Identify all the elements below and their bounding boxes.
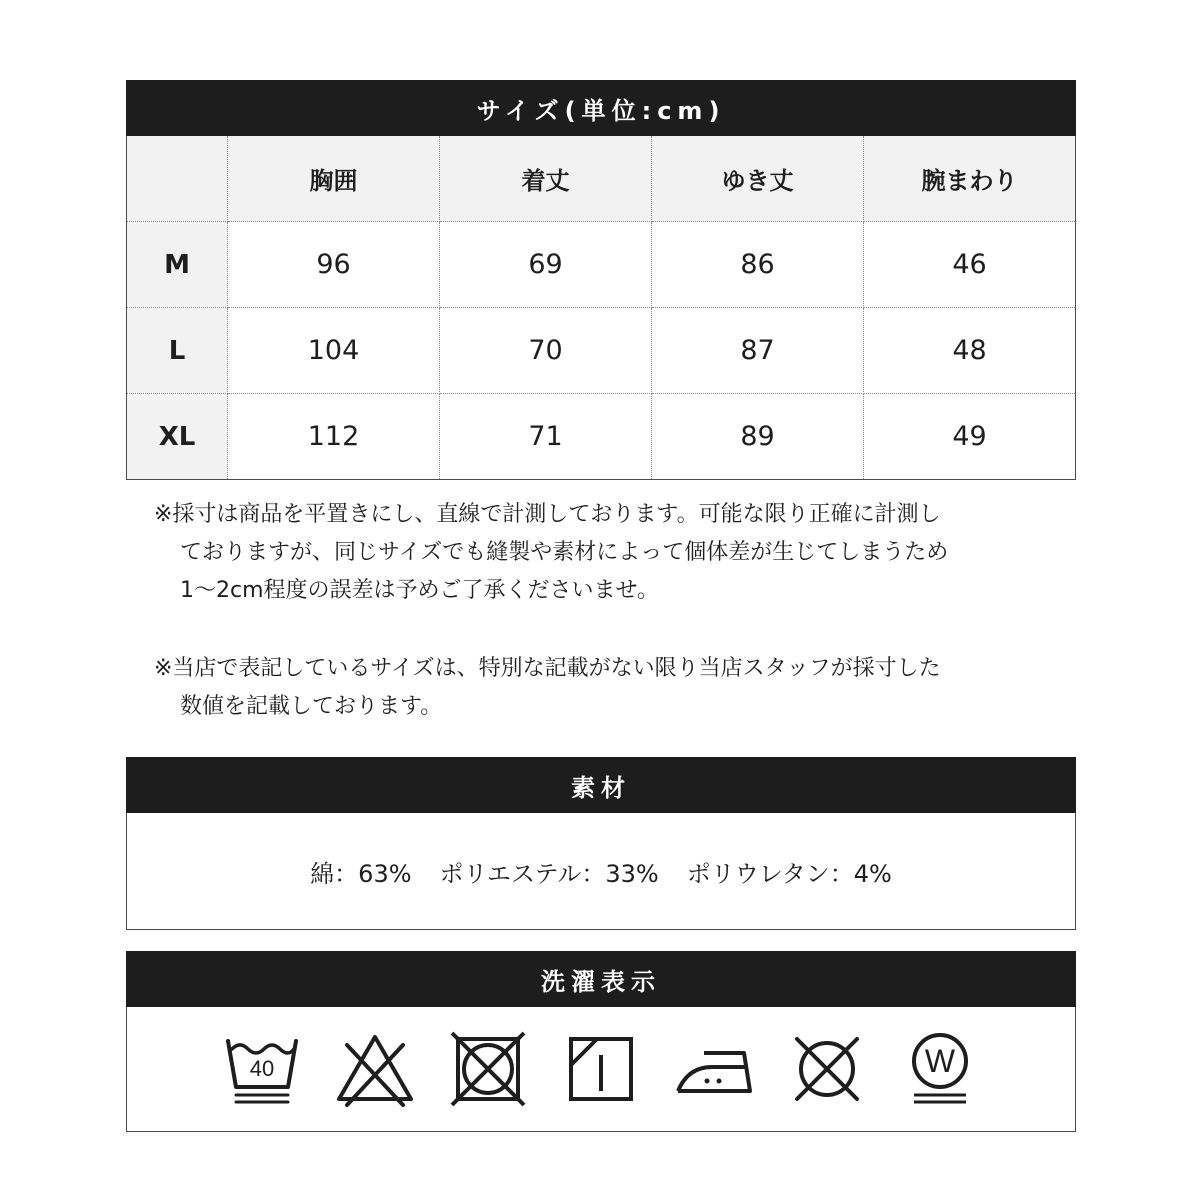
no-bleach-icon	[335, 1029, 415, 1109]
table-cell: 70	[440, 308, 652, 394]
table-cell: 48	[864, 308, 1076, 394]
row-header-size: L	[127, 308, 228, 394]
table-cell: 87	[652, 308, 864, 394]
measurement-note	[154, 496, 1054, 610]
size-source-note	[154, 650, 1054, 726]
size-panel	[126, 80, 1076, 480]
material-item: 綿：63%	[310, 859, 412, 888]
table-cell: 96	[228, 222, 440, 308]
column-header-arm: 腕まわり	[864, 136, 1076, 222]
column-header-sleeve: ゆき丈	[652, 136, 864, 222]
table-row	[127, 394, 1076, 480]
note-line: ※当店で表記しているサイズは、特別な記載がない限り当店スタッフが採寸した	[154, 656, 941, 681]
note-line: 数値を記載しております。	[180, 694, 443, 719]
table-header-row	[127, 136, 1076, 222]
table-cell: 89	[652, 394, 864, 480]
material-item: ポリウレタン：4%	[686, 859, 892, 888]
table-row	[127, 308, 1076, 394]
material-item: ポリエステル：33%	[439, 859, 659, 888]
table-cell: 112	[228, 394, 440, 480]
size-title: サイズ(単位:cm)	[126, 80, 1076, 136]
care-title: 洗濯表示	[126, 951, 1076, 1007]
table-cell: 104	[228, 308, 440, 394]
wet-clean-icon	[900, 1029, 980, 1109]
wash-40-icon	[222, 1029, 302, 1109]
table-cell: 86	[652, 222, 864, 308]
table-cell: 71	[440, 394, 652, 480]
iron-medium-icon	[674, 1029, 754, 1109]
wet-clean-letter: W	[924, 1043, 956, 1079]
column-header-chest: 胸囲	[228, 136, 440, 222]
note-line: ※採寸は商品を平置きにし、直線で計測しております。可能な限り正確に計測し	[154, 502, 941, 527]
table-cell: 49	[864, 394, 1076, 480]
column-header-length: 着丈	[440, 136, 652, 222]
table-cell: 46	[864, 222, 1076, 308]
note-line: 1～2cm程度の誤差は予めご了承くださいませ。	[180, 578, 659, 603]
size-table	[126, 136, 1076, 480]
care-symbols	[126, 1007, 1076, 1132]
material-panel	[126, 757, 1076, 930]
material-title: 素材	[126, 757, 1076, 813]
line-dry-shade-icon	[561, 1029, 641, 1109]
no-dry-clean-icon	[787, 1029, 867, 1109]
no-tumble-dry-icon	[448, 1029, 528, 1109]
table-cell: 69	[440, 222, 652, 308]
table-corner-cell	[127, 136, 228, 222]
row-header-size: XL	[127, 394, 228, 480]
care-panel	[126, 951, 1076, 1132]
row-header-size: M	[127, 222, 228, 308]
table-row	[127, 222, 1076, 308]
wash-temp-label: 40	[249, 1056, 275, 1081]
note-line: ておりますが、同じサイズでも縫製や素材によって個体差が生じてしまうため	[180, 540, 949, 565]
material-body	[126, 813, 1076, 930]
